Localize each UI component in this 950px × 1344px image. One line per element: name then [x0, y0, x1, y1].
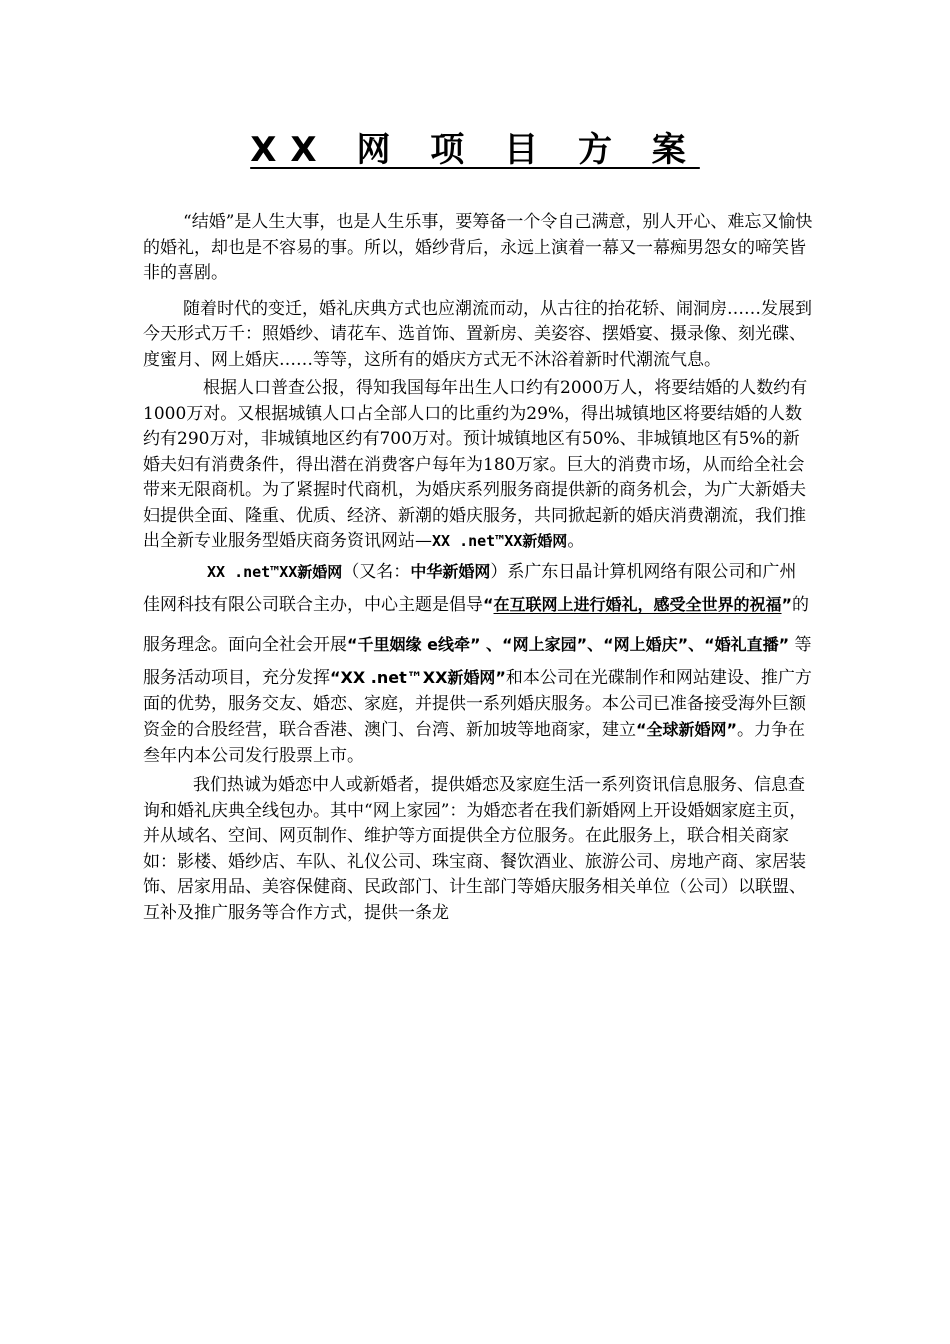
- document-title: [0, 126, 950, 174]
- global-net-name: “全球新婚网”: [636, 720, 738, 739]
- event-2: “网上家园”、“网上婚庆”、“婚礼直播”: [502, 635, 790, 654]
- slogan-quote-open: “: [483, 595, 494, 614]
- company-text-3: 等服务活动项目，充分发挥: [143, 635, 812, 688]
- alias-name: 中华新婚网: [410, 561, 491, 581]
- paragraph-intro: “结婚”是人生大事，也是人生乐事，要筹备一个令自己满意，别人开心、难忘又愉快的婚礼，却也是不容易的事。所以，婚纱背后，永远上演着一幕又一幕痴男怨女的啼笑皆非的喜剧。: [143, 212, 813, 283]
- market-text: 根据人口普查公报，得知我国每年出生人口约有2000万人，将要结婚的人数约有1000万对。又根据城镇人口占全部人口的比重约为29%，得出城镇地区将要结婚的人数约有290万对，非城镇地区约有700万对。预计城镇地区有50%、非城镇地区有5%的新婚夫妇有消费条件，得出潜在消费客户每年为180万家。巨大的消费市场，从而给全社会带来无限商机。为了紧握时代商机，为婚庆系列服务商提供新的商务机会，为广大新婚夫妇提供全面、隆重、优质、经济、新潮的婚庆服务，共同掀起新的婚庆消费潮流，我们推出全新专业服务型婚庆商务资讯网站—: [143, 378, 808, 551]
- paragraph-trends: 随着时代的变迁，婚礼庆典方式也应潮流而动，从古往的抬花轿、闹洞房……发展到今天形式万千：照婚纱、请花车、选首饰、置新房、美姿容、摆婚宴、摄录像、刻光碟、度蜜月、网上婚庆……等等，这所有的婚庆方式无不沐浴着新时代潮流气息。: [143, 298, 812, 370]
- slogan: 在互联网上进行婚礼，感受全世界的祝福: [493, 595, 782, 614]
- paragraph-market: [143, 376, 813, 555]
- site-name: XX .net™XX新婚网: [432, 532, 568, 550]
- document-body: [143, 210, 813, 926]
- company-text-1: ）系广东日晶计算机网络有限公司和广州佳网科技有限公司联合主办，中心主题是倡导: [143, 561, 797, 615]
- paragraph-services: 我们热诚为婚恋中人或新婚者，提供婚恋及家庭生活一系列资讯信息服务、信息查询和婚礼庆典全线包办。其中“网上家园”：为婚恋者在我们新婚网上开设婚姻家庭主页，并从域名、空间、网页制作、维护等方面提供全方位服务。在此服务上，联合相关商家如：影楼、婚纱店、车队、礼仪公司、珠宝商、餐饮酒业、旅游公司、房地产商、家居装饰、居家用品、美容保健商、民政部门、计生部门等婚庆服务相关单位（公司）以联盟、互补及推广服务等合作方式，提供一条龙: [143, 775, 807, 923]
- brand-name: “XX .net™XX新婚网”: [330, 668, 506, 687]
- site-name-2: XX .net™XX新婚网: [207, 562, 343, 581]
- paragraph-company: [143, 559, 813, 770]
- alias-open: （又名：: [342, 561, 411, 582]
- title-text: XX 网 项 目 方 案: [250, 130, 700, 170]
- company-text-5: 。力争在叁年内本公司发行股票上市。: [143, 720, 806, 766]
- event-1: “千里姻缘 e线牵”: [347, 635, 481, 654]
- company-text-4: 和本公司在光碟制作和网站建设、推广方面的优势，服务交友、婚恋、家庭，并提供一系列婚庆服务。本公司已准备接受海外巨额资金的合股经营，联合香港、澳门、台湾、新加坡等地商家，建立: [143, 668, 812, 740]
- company-text-2: 的服务理念。面向全社会开展: [143, 595, 810, 655]
- market-end: 。: [567, 531, 585, 551]
- event-separator: 、: [480, 635, 503, 654]
- slogan-quote-close: ”: [781, 595, 793, 614]
